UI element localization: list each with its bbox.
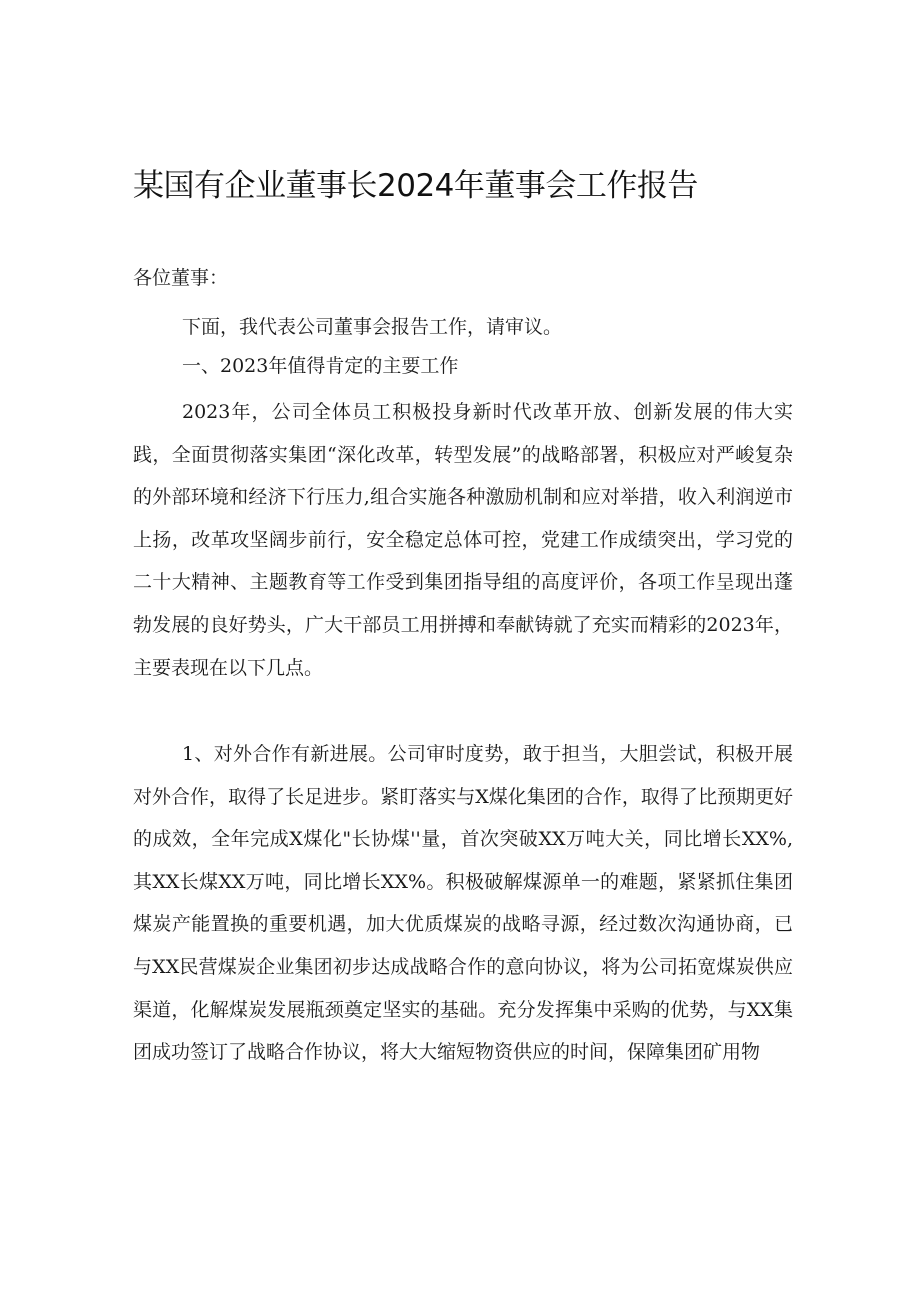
section-heading: 一、2023年值得肯定的主要工作 xyxy=(182,355,459,377)
salutation: 各位董事： xyxy=(133,267,229,289)
body-paragraph-external-cooperation: 1、对外合作有新进展。公司审时度势，敢于担当，大胆尝试，积极开展对外合作，取得了长足进步。紧盯落实与X煤化集团的合作，取得了比预期更好的成效，全年完成X煤化"长协煤''量，首次突破XX万吨大关，同比增长XX%,其XX长煤XX万吨，同比增长XX%。积极破解煤源单一的难题，紧紧抓住集团煤炭产能置换的重要机遇，加大优质煤炭的战略寻源，经过数次沟通协商，已与XX民营煤炭企业集团初步达成战略合作的意向协议，将为公司拓宽煤炭供应渠道，化解煤炭发展瓶颈奠定坚实的基础。充分发挥集中采购的优势，与XX集团成功签订了战略合作协议，将大大缩短物资供应的时间，保障集团矿用物 xyxy=(133,743,793,1064)
intro-paragraph: 下面，我代表公司董事会报告工作，请审议。 xyxy=(182,316,563,338)
document-title: 某国有企业董事长2024年董事会工作报告 xyxy=(133,168,698,204)
body-paragraph-overview: 2023年，公司全体员工积极投身新时代改革开放、创新发展的伟大实践，全面贯彻落实集团“深化改革，转型发展”的战略部署，积极应对严峻复杂的外部环境和经济下行压力,组合实施各种激励机制和应对举措，收入利润逆市上扬，改革攻坚阔步前行，安全稳定总体可控，党建工作成绩突出，学习党的二十大精神、主题教育等工作受到集团指导组的高度评价，各项工作呈现出蓬勃发展的良好势头，广大干部员工用拼搏和奉献铸就了充实而精彩的2023年，主要表现在以下几点。 xyxy=(133,401,793,679)
